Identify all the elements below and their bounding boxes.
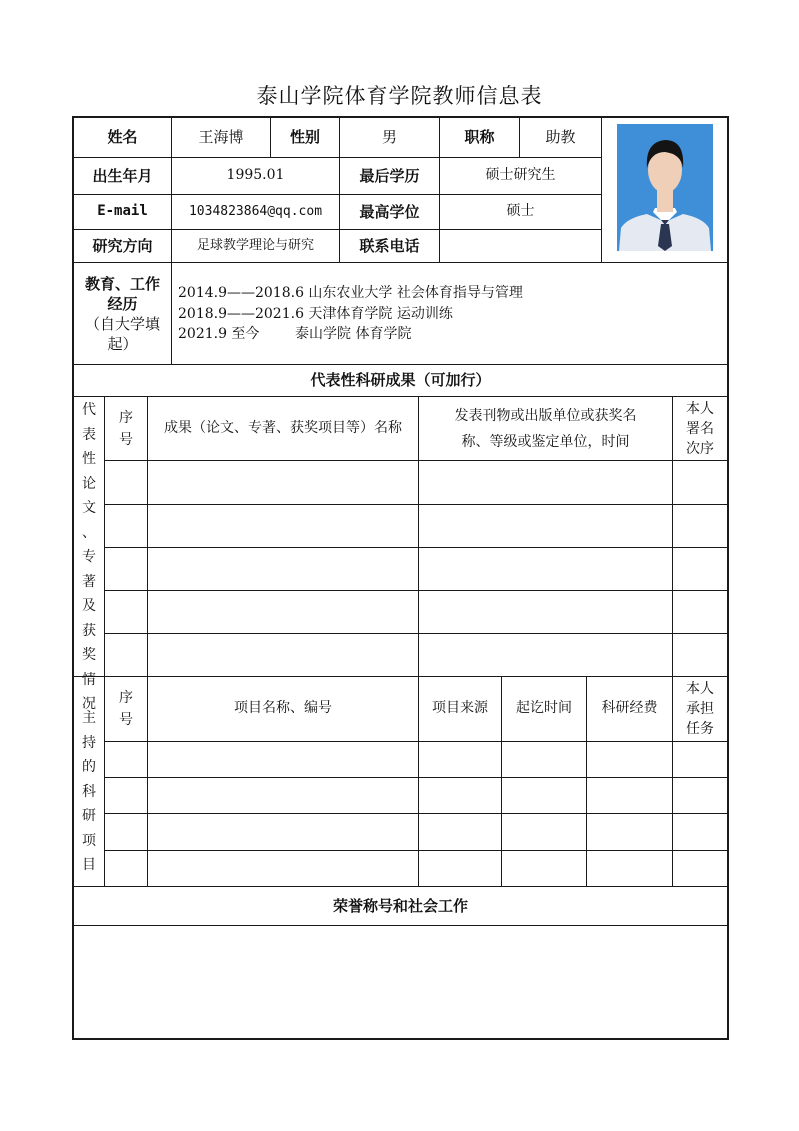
honors-heading: 荣誉称号和社会工作	[332, 896, 468, 915]
research-label: 研究方向	[92, 236, 153, 255]
side-char: 论	[82, 475, 96, 492]
side-char: 况	[82, 696, 96, 712]
side-char: 、	[82, 524, 96, 541]
birth-label: 出生年月	[92, 166, 153, 185]
gender-value: 男	[381, 128, 397, 147]
experience-entry: 2021.9 至今 泰山学院 体育学院	[178, 326, 412, 342]
side-char: 获	[82, 622, 96, 639]
projects-side-label	[74, 706, 104, 878]
header-line: 承担	[686, 701, 714, 717]
experience-entry: 2018.9——2021.6 天津体育学院 运动训练	[178, 305, 453, 322]
phone-value	[440, 230, 601, 262]
side-char: 目	[82, 857, 96, 873]
name-value: 王海博	[198, 128, 244, 147]
header-line: 本人	[686, 400, 714, 417]
side-char: 研	[82, 808, 96, 824]
experience-label-line: （自大学填	[84, 314, 160, 333]
projects-col-source: 项目来源	[432, 700, 488, 717]
email-value: 1034823864@qq.com	[188, 203, 323, 219]
honors-content	[74, 926, 727, 1038]
education-label: 最后学历	[359, 166, 420, 185]
birth-value: 1995.01	[226, 167, 285, 184]
achievements-col-index	[105, 397, 147, 460]
experience-label-line: 经历	[107, 294, 138, 313]
degree-value: 硕士	[506, 203, 535, 220]
gender-label: 性别	[289, 128, 320, 147]
header-line: 次序	[686, 440, 714, 457]
projects-col-name: 项目名称、编号	[234, 700, 332, 717]
header-line: 署名	[686, 420, 714, 437]
achievements-col-order	[673, 397, 727, 460]
email-label: E-mail	[97, 203, 148, 220]
rank-label: 职称	[464, 128, 495, 147]
side-char: 持	[82, 734, 96, 751]
header-line: 发表刊物或出版单位或获奖名	[454, 407, 637, 424]
projects-col-period: 起讫时间	[516, 700, 572, 717]
name-label: 姓名	[107, 128, 138, 147]
experience-label-line: 起）	[107, 334, 138, 353]
header-line: 称、等级或鉴定单位，时间	[461, 433, 630, 450]
phone-label: 联系电话	[359, 236, 420, 255]
side-char: 情	[82, 671, 96, 688]
header-line: 序	[119, 690, 133, 706]
side-char: 的	[82, 759, 96, 775]
projects-col-role	[673, 677, 727, 741]
degree-label: 最高学位	[359, 202, 420, 221]
achievements-col-name: 成果（论文、专著、获奖项目等）名称	[164, 419, 402, 436]
experience-list	[178, 283, 523, 345]
rank-value: 助教	[545, 128, 576, 147]
header-line: 本人	[686, 681, 714, 697]
research-value: 足球教学理论与研究	[196, 237, 314, 253]
experience-label	[74, 263, 171, 364]
experience-label-line: 教育、工作	[84, 274, 160, 293]
achievements-side-label	[74, 398, 104, 717]
side-char: 代	[82, 402, 96, 418]
side-char: 文	[82, 500, 96, 516]
form-title: 泰山学院体育学院教师信息表	[256, 84, 543, 108]
experience-entry: 2014.9——2018.6 山东农业大学 社会体育指导与管理	[178, 285, 523, 301]
header-line: 号	[119, 712, 133, 728]
header-line: 任务	[686, 721, 714, 737]
side-char: 及	[82, 598, 96, 614]
side-char: 性	[82, 451, 96, 467]
side-char: 著	[82, 573, 96, 590]
header-line: 序	[119, 409, 133, 426]
projects-col-index	[105, 677, 147, 741]
side-char: 专	[82, 549, 96, 565]
projects-col-funding: 科研经费	[601, 700, 658, 717]
side-char: 项	[82, 832, 96, 849]
education-value: 硕士研究生	[485, 167, 556, 184]
side-char: 科	[82, 783, 96, 800]
achievements-col-publisher	[419, 397, 672, 460]
side-char: 主	[82, 710, 96, 726]
side-char: 奖	[82, 647, 96, 663]
side-char: 表	[82, 426, 96, 443]
header-line: 号	[119, 431, 133, 448]
achievements-heading: 代表性科研成果（可加行）	[310, 371, 491, 390]
teacher-photo	[617, 124, 713, 251]
